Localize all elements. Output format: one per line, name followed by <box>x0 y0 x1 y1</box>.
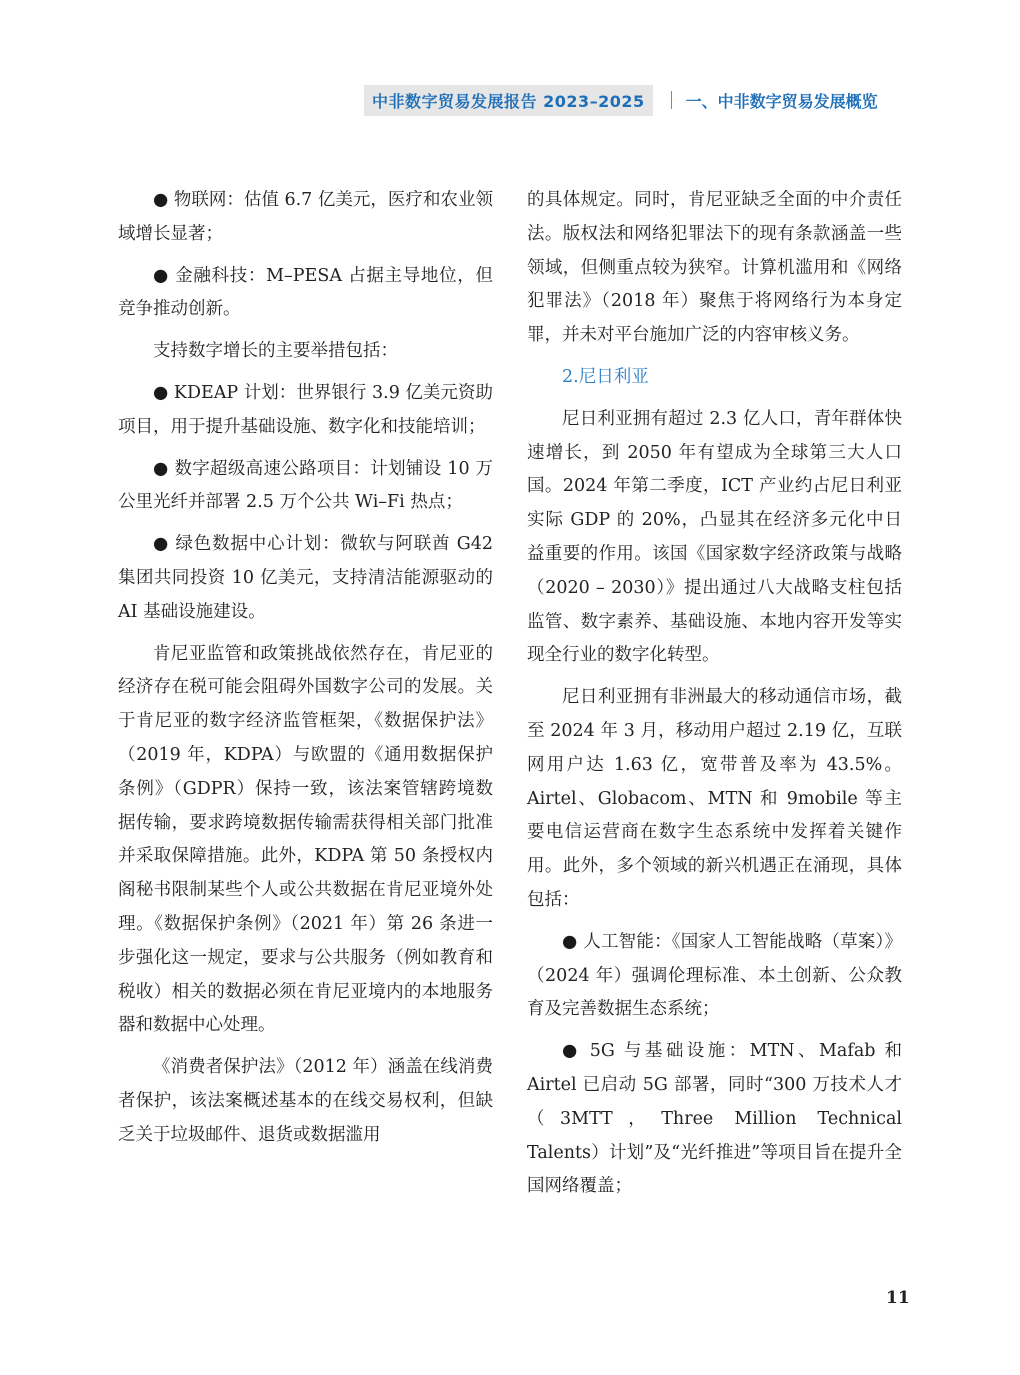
bullet-text: KDEAP 计划：世界银行 3.9 亿美元资助项目，用于提升基础设施、数字化和技能培训； <box>118 382 494 437</box>
bullet-icon: ● <box>562 931 584 952</box>
book-title: 中非数字贸易发展报告 2023–2025 <box>364 85 653 116</box>
bullet-item <box>118 377 493 445</box>
bullet-text: 物联网：估值 6.7 亿美元，医疗和农业领域增长显著； <box>118 190 493 244</box>
bullet-item <box>118 528 493 629</box>
bullet-icon: ● <box>153 458 175 479</box>
paragraph: 肯尼亚监管和政策挑战依然存在，肯尼亚的经济存在税可能会阻碍外国数字公司的发展。关于肯尼亚的数字经济监管框架，《数据保护法》（2019 年，KDPA）与欧盟的《通用数据保护条例》（GDPR）保持一致，该法案管辖跨境数据传输，要求跨境数据传输需获得相关部门批准并采取保障措施。此外，KDPA 第 50 条授权内阁秘书限制某些个人或公共数据在肯尼亚境外处理。《数据保护条例》（2021 年）第 26 条进一步强化这一规定，要求与公共服务（例如教育和税收）相关的数据必须在肯尼亚境内的本地服务器和数据中心处理。 <box>118 643 493 1036</box>
bullet-icon: ● <box>153 265 176 286</box>
left-column <box>118 184 493 1161</box>
page-number: 11 <box>886 1288 910 1308</box>
bullet-text: 数字超级高速公路项目：计划铺设 10 万公里光纤并部署 2.5 万个公共 Wi–Fi 热点； <box>118 458 493 513</box>
section-title: 一、中非数字贸易发展概览 <box>685 91 878 111</box>
bullet-text: 绿色数据中心计划：微软与阿联酋 G42 集团共同投资 10 亿美元，支持清洁能源驱动的 AI 基础设施建设。 <box>118 534 493 622</box>
bullet-item <box>118 453 493 521</box>
header-divider <box>671 91 672 109</box>
running-header <box>364 84 904 116</box>
bullet-text: 5G 与基础设施：MTN、Mafab 和 Airtel 已启动 5G 部署，同时“300 万技术人才（3MTT，Three Million Technical Talents）计划”及“光纤推进”等项目旨在提升全国网络覆盖； <box>527 1041 902 1197</box>
bullet-icon: ● <box>153 190 174 210</box>
right-column <box>527 184 902 1212</box>
bullet-icon: ● <box>562 1041 590 1062</box>
paragraph-continued: 的具体规定。同时，肯尼亚缺乏全面的中介责任法。版权法和网络犯罪法下的现有条款涵盖一些领域，但侧重点较为狭窄。计算机滥用和《网络犯罪法》（2018 年）聚焦于将网络行为本身定罪，并未对平台施加广泛的内容审核义务。 <box>527 190 902 346</box>
bullet-item <box>118 260 493 328</box>
bullet-item <box>527 1035 902 1204</box>
bullet-item <box>527 926 902 1027</box>
bullet-item <box>118 184 493 252</box>
paragraph: 支持数字增长的主要举措包括： <box>153 341 398 362</box>
paragraph: 《消费者保护法》（2012 年）涵盖在线消费者保护，该法案概述基本的在线交易权利，但缺乏关于垃圾邮件、退货或数据滥用 <box>118 1057 493 1145</box>
bullet-text: 金融科技：M–PESA 占据主导地位，但竞争推动创新。 <box>118 265 493 320</box>
bullet-text: 人工智能：《国家人工智能战略（草案）》（2024 年）强调伦理标准、本土创新、公众教育及完善数据生态系统； <box>527 931 902 1020</box>
paragraph: 尼日利亚拥有非洲最大的移动通信市场，截至 2024 年 3 月，移动用户超过 2.19 亿，互联网用户达 1.63 亿，宽带普及率为 43.5%。Airtel、Globacom、MTN 和 9mobile 等主要电信运营商在数字生态系统中发挥着关键作用。此外，多个领域的新兴机遇正在涌现，具体包括： <box>527 687 902 910</box>
bullet-icon: ● <box>153 382 174 403</box>
bullet-icon: ● <box>153 534 176 555</box>
subsection-heading: 2.尼日利亚 <box>562 366 649 387</box>
paragraph: 尼日利亚拥有超过 2.3 亿人口，青年群体快速增长，到 2050 年有望成为全球第三大人口国。2024 年第二季度，ICT 产业约占尼日利亚实际 GDP 的 20%，凸显其在经济多元化中日益重要的作用。该国《国家数字经济政策与战略（2020 – 2030）》提出通过八大战略支柱包括监管、数字素养、基础设施、本地内容开发等实现全行业的数字化转型。 <box>527 408 902 666</box>
